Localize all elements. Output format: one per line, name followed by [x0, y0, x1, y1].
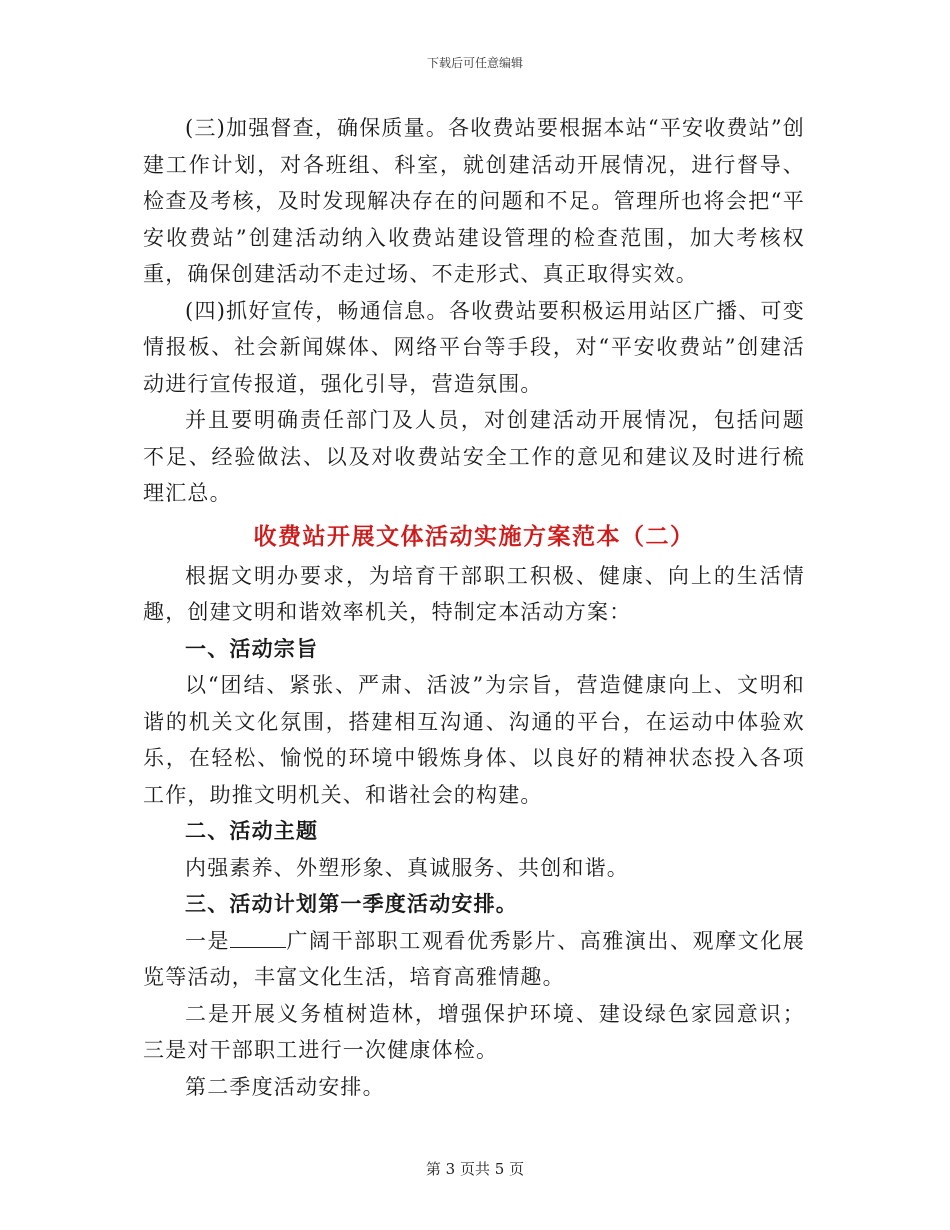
heading-theme: 二、活动主题	[185, 818, 319, 843]
paragraph-supervision: (三)加强督查，确保质量。各收费站要根据本站“平安收费站”创建工作计划，对各班组、科室，就创建活动开展情况，进行督导、检查及考核，及时发现解决存在的问题和不足。管理所也将会把“平安收费站”创建活动纳入收费站建设管理的检查范围，加大考核权重，确保创建活动不走过场、不走形式、真正取得实效。	[143, 116, 805, 286]
paragraph-theme: 内强素养、外塑形象、真诚服务、共创和谐。	[185, 855, 629, 880]
heading-purpose: 一、活动宗旨	[185, 635, 319, 661]
section-title: 收费站开展文体活动实施方案范本（二）	[253, 522, 695, 550]
heading-plan: 三、活动计划第一季度活动安排。	[185, 891, 518, 916]
paragraph-purpose: 以“团结、紧张、严肃、活波”为宗旨，营造健康向上、文明和谐的机关文化氛围，搭建相互沟通、沟通的平台，在运动中体验欢乐，在轻松、愉悦的环境中锻炼身体、以良好的精神状态投入各项工作，助推文明机关、和谐社会的构建。	[143, 673, 805, 807]
blank-underline	[230, 927, 286, 948]
plan-first-rest: 广阔干部职工观看优秀影片、高雅演出、观摩文化展览等活动，丰富文化生活，培育高雅情趣。	[143, 928, 805, 989]
page-number: 第 3 页共 5 页	[425, 1160, 525, 1178]
paragraph-publicity: (四)抓好宣传，畅通信息。各收费站要积极运用站区广播、可变情报板、社会新闻媒体、网络平台等手段，对“平安收费站”创建活动进行宣传报道，强化引导，营造氛围。	[143, 298, 805, 396]
paragraph-plan-first	[143, 923, 805, 996]
paragraph-responsibility: 并且要明确责任部门及人员，对创建活动开展情况，包括问题不足、经验做法、以及对收费站安全工作的意见和建议及时进行梳理汇总。	[143, 408, 805, 505]
paragraph-intro: 根据文明办要求，为培育干部职工积极、健康、向上的生活情趣，创建文明和谐效率机关，特制定本活动方案：	[143, 563, 805, 624]
header-note: 下载后可任意编辑	[426, 56, 523, 70]
document-body	[143, 110, 805, 1105]
plan-first-lead: 一是	[185, 928, 231, 953]
paragraph-plan-second: 二是开展义务植树造林，增强保护环境、建设绿色家园意识；三是对干部职工进行一次健康体检。	[143, 1001, 805, 1062]
paragraph-second-quarter: 第二季度活动安排。	[185, 1074, 385, 1099]
